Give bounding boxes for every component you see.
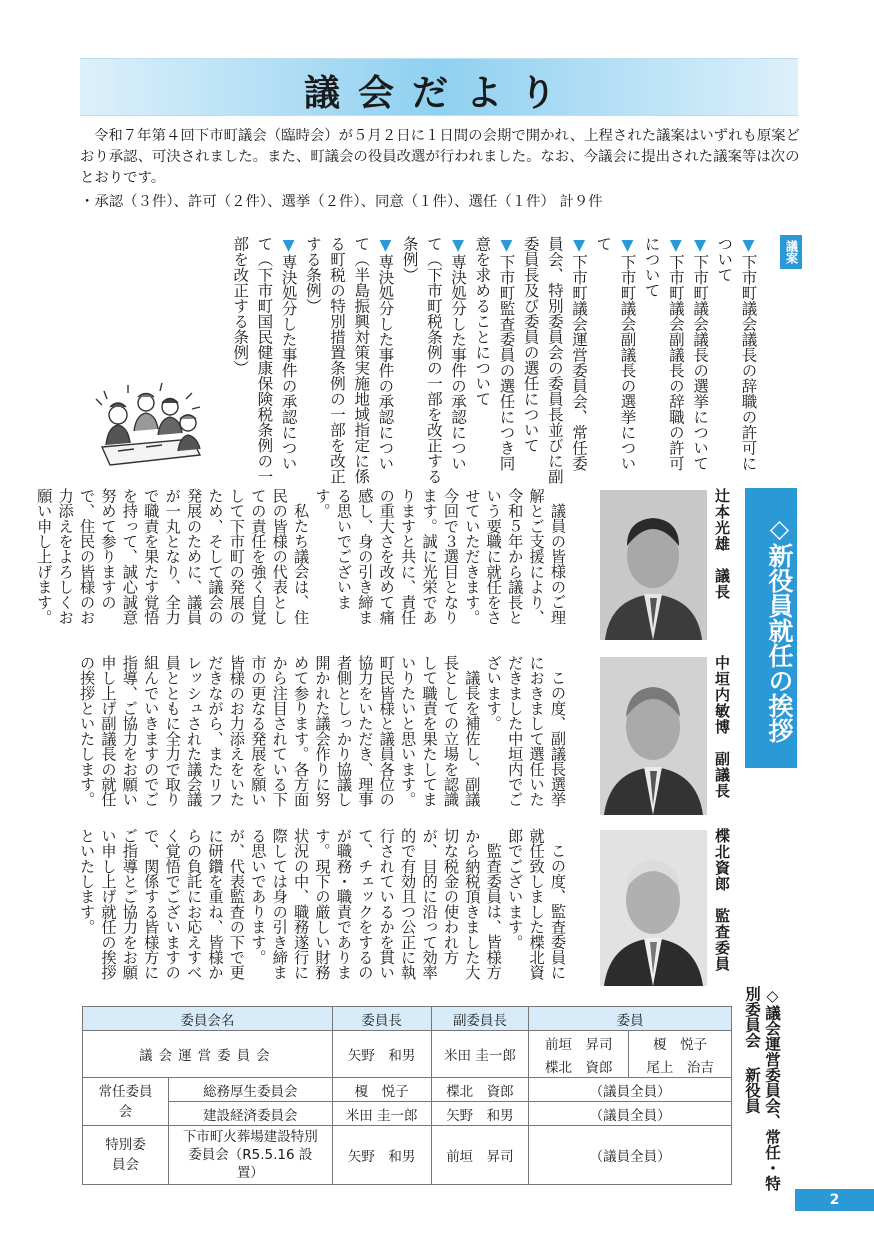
agenda-item: ▼下市町議会副議長の選挙について — [594, 236, 637, 471]
table-row — [83, 1102, 732, 1126]
officer-photo — [600, 657, 707, 815]
committee-name: 下市町火葬場建設特別委員会（R5.5.16 設置） — [168, 1126, 332, 1185]
triangle-bullet-icon: ▼ — [666, 236, 685, 254]
committee-vice-chair: 前垣 昇司 — [431, 1126, 529, 1185]
meeting-illustration — [88, 377, 208, 477]
agenda-item: ▼下市町議会議長の辞職の許可について — [715, 236, 758, 471]
message-paragraph: 議員の皆様のご理解とご支援により、令和５年から議長という要職に就任をさせていただきます。今回で３選目となります。誠に光栄でありますと共に、責任の重大さを改めて痛感し、身の引き締まる思いでございます。 — [313, 488, 567, 625]
agenda-item: ▼下市町議会副議長の辞職の許可について — [642, 236, 685, 471]
officer-name: 楪北資郎 監査委員 — [713, 828, 731, 972]
committee-members: （議員全員） — [529, 1078, 732, 1102]
message-paragraph: 議長を補佐し、副議長としての立場を認識して職責を果たしてまいりたいと思います。町民皆様と議員各位の協力をいただき、理事者側としっかり協議し開かれた議会作りに努めて参ります。各方面から注目されている下市の更なる発展を願い皆様のお力添えをいただきながら、またリフレッシュされた議会議員とともに全力で取り組んでいきますのでご指導、ご協力をお願い申し上げ副議長の就任の挨拶といたします。 — [78, 655, 482, 807]
table-row — [83, 1031, 732, 1055]
triangle-bullet-icon: ▼ — [570, 236, 589, 254]
committee-vice-chair: 楪北 資郎 — [431, 1078, 529, 1102]
agenda-item: ▼下市町監査委員の選任につき同意を求めることについて — [473, 236, 516, 471]
page-number: 2 — [795, 1189, 874, 1211]
column-header: 委員長 — [332, 1007, 431, 1031]
committee-chair: 米田 圭一郎 — [332, 1102, 431, 1126]
triangle-bullet-icon: ▼ — [376, 236, 395, 254]
committee-vice-chair: 米田 圭一郎 — [431, 1031, 529, 1078]
officer-photo — [600, 490, 707, 640]
committee-members: （議員全員） — [529, 1102, 732, 1126]
triangle-bullet-icon: ▼ — [449, 236, 468, 254]
triangle-bullet-icon: ▼ — [739, 236, 758, 254]
agenda-item: ▼専決処分した事件の承認について（下市町国民健康保険税条例の一部を改正する条例） — [231, 236, 298, 484]
page-title: 議会だより — [303, 73, 574, 114]
title-banner — [80, 58, 798, 116]
officer-name: 中垣内敏博 副議長 — [713, 655, 731, 799]
column-header: 副委員長 — [431, 1007, 529, 1031]
message-paragraph: 私たち議会は、住民の皆様の代表としての責任を強く自覚して下市町の発展のため、そして議会の発展のために、議員が一丸となり、全力で職責を果たす覚悟を持って、誠心誠意努めて参りますので、住民の皆様のお力添えをよろしくお願い申し上げます。 — [35, 488, 311, 625]
committee-table — [82, 1006, 732, 1185]
committee-vice-chair: 矢野 和男 — [431, 1102, 529, 1126]
committee-group: 常任委員会 — [83, 1078, 169, 1126]
officer-message — [80, 655, 568, 813]
committee-member: 前垣 昇司 — [529, 1031, 629, 1055]
section-title: ◇新役員就任の挨拶 — [765, 513, 794, 743]
officer-name: 辻本光雄 議長 — [713, 488, 731, 600]
triangle-bullet-icon: ▼ — [497, 236, 516, 254]
agenda-tag: 議案 — [780, 235, 802, 269]
committee-name: 総務厚生委員会 — [168, 1078, 332, 1102]
committee-members: （議員全員） — [529, 1126, 732, 1185]
message-paragraph: この度、監査委員に就任致しました楪北資郎でございます。 — [506, 828, 567, 980]
triangle-bullet-icon: ▼ — [279, 236, 298, 254]
agenda-item: ▼専決処分した事件の承認について（下市町税条例の一部を改正する条例） — [400, 236, 468, 484]
agenda-item: ▼下市町議会運営委員会、常任委員会、特別委員会の委員長並びに副委員長及び委員の選任について — [521, 236, 589, 484]
agenda-item: ▼専決処分した事件の承認について（半島振興対策実施地域指定に係る町税の特別措置条例の一部を改正する条例） — [303, 236, 395, 484]
intro-paragraph: 令和７年第４回下市町議会（臨時会）が５月２日に１日間の会期で開かれ、上程された議案はいずれも原案どおり承認、可決されました。また、町議会の役員改選が行われました。なお、今議会に提出された議案等は次のとおりです。 — [80, 128, 801, 186]
message-paragraph: この度、副議長選挙におきまして選任いただきました中垣内でございます。 — [484, 655, 567, 807]
agenda-summary: ・承認（３件）、許可（２件）、選挙（２件）、同意（１件）、選任（１件） 計９件 — [80, 194, 603, 210]
committee-chair: 榎 悦子 — [332, 1078, 431, 1102]
committee-section-label: ◇議会運営委員会、常任・特別委員会 新役員 — [743, 986, 782, 1191]
table-header-row — [83, 1007, 732, 1031]
triangle-bullet-icon: ▼ — [691, 236, 710, 254]
column-header: 委員会名 — [83, 1007, 333, 1031]
table-row — [83, 1078, 732, 1102]
officer-message — [80, 828, 568, 980]
committee-chair: 矢野 和男 — [332, 1126, 431, 1185]
committee-group: 特別委員会 — [83, 1126, 169, 1185]
triangle-bullet-icon: ▼ — [618, 236, 637, 254]
committee-member: 楪北 資郎 — [529, 1054, 629, 1078]
agenda-list — [228, 236, 760, 486]
committee-member: 尾上 治吉 — [629, 1054, 732, 1078]
committee-chair: 矢野 和男 — [332, 1031, 431, 1078]
committee-name: 建設経済委員会 — [168, 1102, 332, 1126]
message-paragraph: 監査委員は、皆様方から納税頂きました大切な税金の使われ方が、目的に沿って効率的で有効且つ公正に執行されているかを貫いて、チェックをするのが職務・職責であります。現下の厳しい財務状況の中、職務遂行に際しては身の引き締まる思いであります。が、代表監査の下で更に研鑽を重ね、皆様からの負託にお応えすべく覚悟でございますので、関係する皆様方にご指導とご協力をお願い申し上げ就任の挨拶といたします。 — [78, 828, 503, 980]
committee-name: 議会運営委員会 — [83, 1031, 333, 1078]
agenda-item: ▼下市町議会議長の選挙について — [691, 236, 710, 471]
committee-member: 榎 悦子 — [629, 1031, 732, 1055]
column-header: 委員 — [529, 1007, 732, 1031]
section-header — [745, 488, 797, 768]
officer-message — [35, 488, 568, 633]
table-row — [83, 1126, 732, 1185]
officer-photo — [600, 830, 707, 986]
